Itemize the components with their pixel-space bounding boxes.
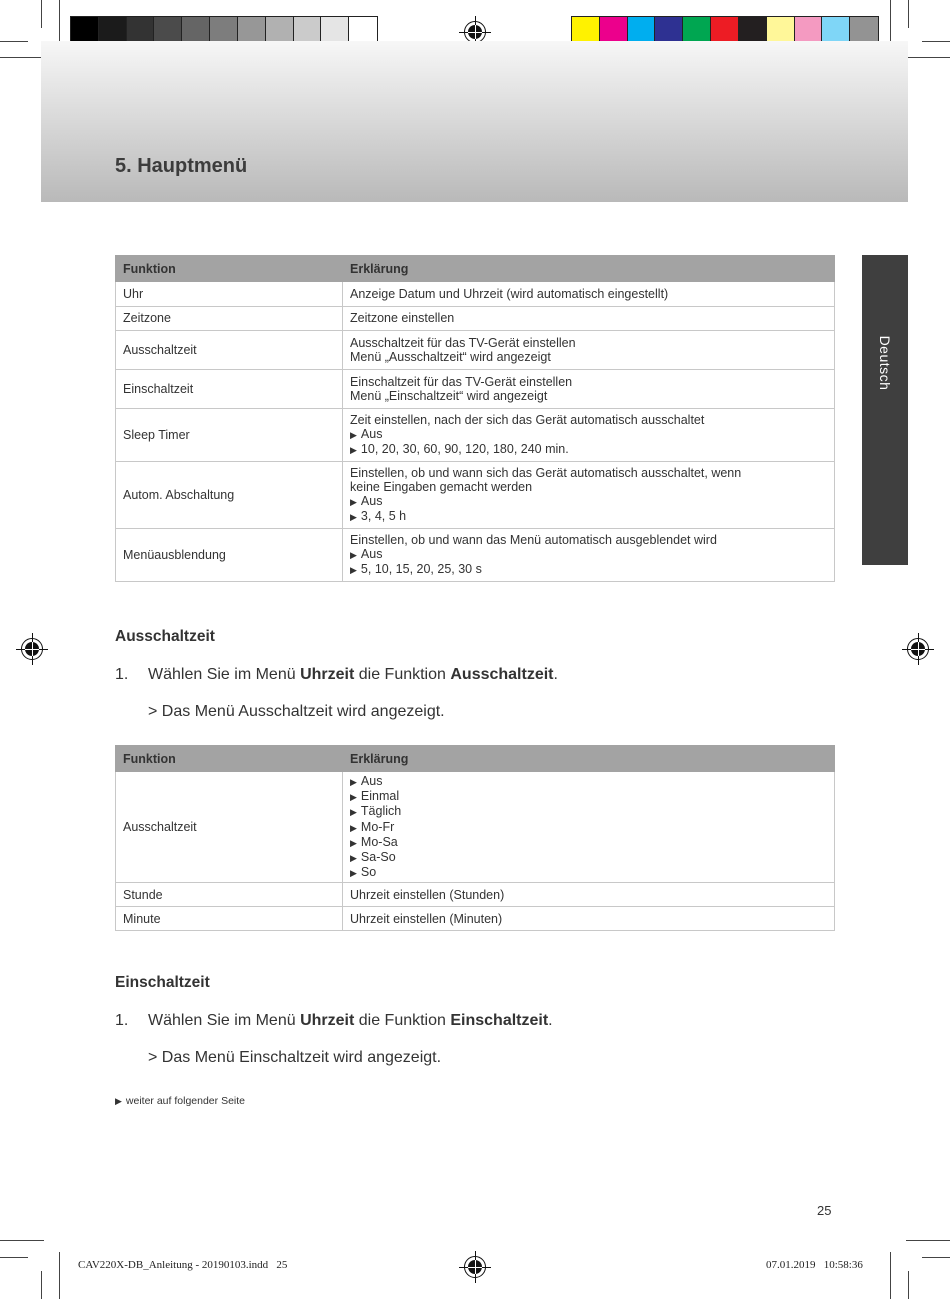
- explanation-cell: [343, 907, 835, 931]
- step-number: 1.: [115, 666, 129, 683]
- function-cell: Ausschaltzeit: [116, 772, 343, 883]
- registration-mark-right-icon: [907, 638, 929, 660]
- explanation-line: Uhrzeit einstellen (Minuten): [350, 911, 503, 926]
- option-item: [350, 509, 827, 524]
- explanation-cell: [343, 370, 835, 409]
- table-row: [116, 907, 835, 931]
- function-cell: Sleep Timer: [116, 409, 343, 462]
- option-value: Aus: [360, 426, 383, 441]
- step-emphasis: Uhrzeit: [300, 666, 355, 683]
- step-emphasis: Einschaltzeit: [450, 1012, 549, 1029]
- triangle-right-icon: ▶: [350, 549, 357, 560]
- table-row: [116, 331, 835, 370]
- explanation-line: Zeitzone einstellen: [350, 311, 455, 326]
- step-emphasis: Uhrzeit: [300, 1012, 355, 1029]
- triangle-right-icon: ▶: [350, 497, 357, 507]
- table-row: [116, 772, 835, 883]
- option-value: 10, 20, 30, 60, 90, 120, 180, 240 min.: [360, 442, 569, 457]
- triangle-right-icon: ▶: [350, 445, 357, 456]
- option-value: Mo-Fr: [360, 819, 395, 834]
- option-item: [350, 850, 827, 865]
- instruction-result: > Das Menü Ausschaltzeit wird angezeigt.: [148, 703, 445, 720]
- step-text: die Funktion: [354, 666, 451, 683]
- table-row: [116, 883, 835, 907]
- main-menu-function-table: [115, 255, 835, 582]
- instruction-step: [115, 1012, 553, 1030]
- triangle-right-icon: ▶: [350, 792, 357, 803]
- triangle-right-icon: ▶: [350, 822, 357, 833]
- explanation-cell: [343, 282, 835, 307]
- step-text: Wählen Sie im Menü: [148, 666, 301, 683]
- step-number: 1.: [115, 1012, 129, 1029]
- continued-note: [115, 1095, 245, 1107]
- option-item: [350, 547, 827, 562]
- explanation-cell: [343, 331, 835, 370]
- step-text: .: [548, 1012, 553, 1029]
- option-value: 5, 10, 15, 20, 25, 30 s: [360, 562, 482, 577]
- function-cell: Minute: [116, 907, 343, 931]
- registration-mark-bottom-icon: [464, 1256, 486, 1278]
- explanation-line: Einstellen, ob und wann das Menü automatisch ausgeblendet wird: [350, 532, 717, 547]
- column-header-funktion: Funktion: [116, 256, 343, 282]
- table-row: [116, 282, 835, 307]
- explanation-line: Uhrzeit einstellen (Stunden): [350, 887, 505, 902]
- option-item: [350, 835, 827, 850]
- option-item: [350, 789, 827, 804]
- table-row: [116, 529, 835, 582]
- option-value: So: [360, 865, 377, 880]
- function-cell: Einschaltzeit: [116, 370, 343, 409]
- function-cell: Stunde: [116, 883, 343, 907]
- option-value: Sa-So: [360, 850, 396, 865]
- column-header-erklaerung: Erklärung: [343, 746, 835, 772]
- column-header-funktion: Funktion: [116, 746, 343, 772]
- option-value: Mo-Sa: [360, 834, 398, 849]
- registration-mark-top-icon: [464, 21, 486, 43]
- section-heading-einschaltzeit: Einschaltzeit: [115, 974, 210, 991]
- function-cell: Menüausblendung: [116, 529, 343, 582]
- function-cell: Uhr: [116, 282, 343, 307]
- triangle-right-icon: ▶: [350, 565, 357, 576]
- side-tab-label: Deutsch: [877, 335, 893, 391]
- page-title: 5. Hauptmenü: [115, 155, 248, 177]
- explanation-line: Anzeige Datum und Uhrzeit (wird automatisch eingestellt): [350, 286, 669, 301]
- explanation-cell: [343, 883, 835, 907]
- option-item: [350, 494, 827, 509]
- option-value: Täglich: [360, 804, 402, 819]
- triangle-right-icon: ▶: [350, 807, 357, 818]
- continued-note-text: weiter auf folgender Seite: [125, 1095, 245, 1107]
- option-value: Einmal: [360, 789, 400, 804]
- explanation-line: Einschaltzeit für das TV-Gerät einstellen: [350, 374, 573, 389]
- step-emphasis: Ausschaltzeit: [450, 666, 554, 683]
- triangle-right-icon: ▶: [350, 853, 357, 864]
- instruction-step: [115, 666, 558, 684]
- ausschaltzeit-function-table: [115, 745, 835, 931]
- function-cell: Autom. Abschaltung: [116, 462, 343, 529]
- option-item: [350, 820, 827, 835]
- option-value: Aus: [360, 774, 383, 788]
- print-slug-timestamp: 07.01.2019 10:58:36: [766, 1259, 863, 1271]
- triangle-right-icon: ▶: [350, 837, 357, 848]
- table-row: [116, 462, 835, 529]
- triangle-right-icon: ▶: [350, 429, 357, 440]
- explanation-cell: [343, 529, 835, 582]
- function-cell: Zeitzone: [116, 307, 343, 331]
- table-row: [116, 307, 835, 331]
- option-item: [350, 804, 827, 819]
- print-slug-filename: CAV220X-DB_Anleitung - 20190103.indd 25: [78, 1259, 288, 1271]
- page-number: 25: [817, 1203, 832, 1218]
- option-item: [350, 865, 827, 880]
- registration-mark-left-icon: [21, 638, 43, 660]
- explanation-line: keine Eingaben gemacht werden: [350, 479, 533, 494]
- triangle-right-icon: ▶: [350, 777, 357, 787]
- triangle-right-icon: ▶: [350, 512, 357, 523]
- column-header-erklaerung: Erklärung: [343, 256, 835, 282]
- instruction-result: > Das Menü Einschaltzeit wird angezeigt.: [148, 1049, 442, 1066]
- explanation-line: Menü „Ausschaltzeit“ wird angezeigt: [350, 350, 551, 364]
- option-item: [350, 442, 827, 457]
- explanation-cell: [343, 307, 835, 331]
- option-value: Aus: [360, 546, 383, 561]
- explanation-line: Ausschaltzeit für das TV-Gerät einstellen: [350, 335, 576, 350]
- option-item: [350, 774, 827, 789]
- option-value: 3, 4, 5 h: [360, 509, 407, 524]
- step-text: Wählen Sie im Menü: [148, 1012, 301, 1029]
- explanation-cell: [343, 462, 835, 529]
- explanation-line: Zeit einstellen, nach der sich das Gerät automatisch ausschaltet: [350, 412, 705, 427]
- option-item: [350, 562, 827, 577]
- step-text: die Funktion: [354, 1012, 451, 1029]
- triangle-right-icon: ▶: [115, 1096, 122, 1106]
- explanation-cell: [343, 772, 835, 883]
- table-row: [116, 370, 835, 409]
- option-item: [350, 427, 827, 442]
- explanation-line: Menü „Einschaltzeit“ wird angezeigt: [350, 389, 548, 403]
- triangle-right-icon: ▶: [350, 868, 357, 879]
- explanation-line: Einstellen, ob und wann sich das Gerät automatisch ausschaltet, wenn: [350, 465, 742, 480]
- step-text: .: [553, 666, 558, 683]
- option-value: Aus: [360, 494, 383, 508]
- function-cell: Ausschaltzeit: [116, 331, 343, 370]
- explanation-cell: [343, 409, 835, 462]
- table-row: [116, 409, 835, 462]
- language-side-tab: [862, 255, 908, 565]
- section-heading-ausschaltzeit: Ausschaltzeit: [115, 628, 215, 645]
